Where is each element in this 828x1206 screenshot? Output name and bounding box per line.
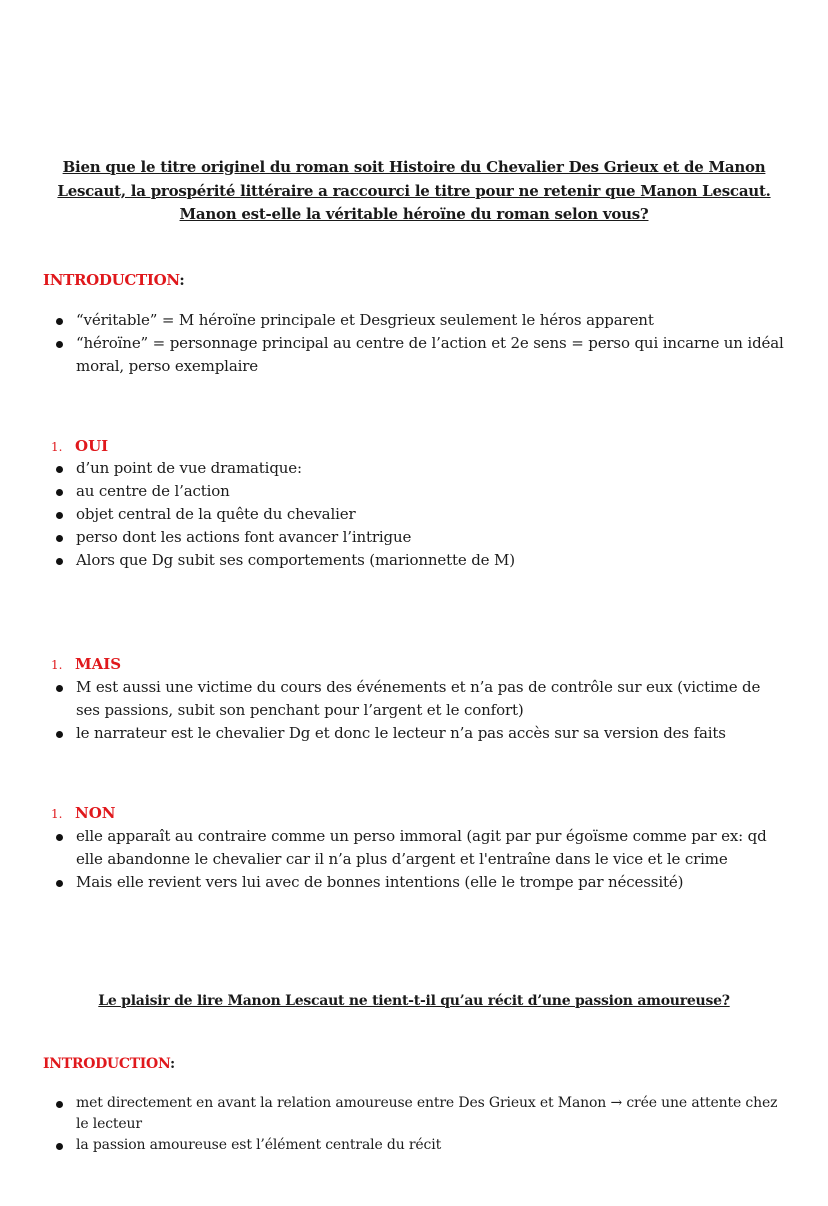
list-item <box>48 457 788 480</box>
list-item-text: elle apparaît au contraire comme un perso immoral (agit par pur égoïsme comme par ex: qd elle abandonne le chevalier car il n’a plus d’argent et l'entraîne dans le vice et le crime <box>76 827 767 868</box>
question-1-title: Bien que le titre originel du roman soit Histoire du Chevalier Des Grieux et de Manon Lescaut, la prospérité littéraire a raccourci le titre pour ne retenir que Manon Lescaut. Manon est-elle la véritable héroïne du roman selon vous? <box>57 158 771 223</box>
section-number: 1. <box>51 658 63 672</box>
section-number: 1. <box>51 440 63 454</box>
list-item <box>48 722 788 745</box>
list-item-text: au centre de l’action <box>76 482 230 500</box>
bullet-icon <box>56 880 63 887</box>
bullet-icon <box>56 535 63 542</box>
list-item <box>48 480 788 503</box>
question-2-title: Le plaisir de lire Manon Lescaut ne tient-t-il qu’au récit d’une passion amoureuse? <box>98 993 730 1009</box>
section-mais-heading <box>51 655 121 673</box>
bullet-icon <box>56 1101 63 1108</box>
introduction-1-list <box>48 309 788 378</box>
list-item <box>48 1093 788 1135</box>
list-item-text: met directement en avant la relation amoureuse entre Des Grieux et Manon → crée une attente chez le lecteur <box>76 1095 778 1132</box>
bullet-icon <box>56 466 63 473</box>
list-item <box>48 332 788 378</box>
list-item <box>48 676 788 722</box>
section-number: 1. <box>51 807 63 821</box>
section-mais-list <box>48 676 788 745</box>
introduction-2-list <box>48 1093 788 1156</box>
list-item-text: Mais elle revient vers lui avec de bonnes intentions (elle le trompe par nécessité) <box>76 873 684 891</box>
list-item-text: “héroïne” = personnage principal au centre de l’action et 2e sens = perso qui incarne un idéal moral, perso exemplaire <box>76 334 784 375</box>
list-item-text: M est aussi une victime du cours des événements et n’a pas de contrôle sur eux (victime de ses passions, subit son penchant pour l’argent et le confort) <box>76 678 761 719</box>
bullet-icon <box>56 489 63 496</box>
list-item <box>48 526 788 549</box>
bullet-icon <box>56 834 63 841</box>
bullet-icon <box>56 318 63 325</box>
list-item <box>48 549 788 572</box>
section-non-heading <box>51 804 116 822</box>
introduction-heading-1 <box>43 271 185 289</box>
section-label: NON <box>75 804 116 822</box>
introduction-label: INTRODUCTION <box>43 1056 170 1072</box>
introduction-label: INTRODUCTION <box>43 271 180 289</box>
list-item <box>48 309 788 332</box>
section-oui-list <box>48 457 788 572</box>
introduction-colon: : <box>169 1056 175 1072</box>
list-item <box>48 871 788 894</box>
bullet-icon <box>56 341 63 348</box>
bullet-icon <box>56 512 63 519</box>
list-item <box>48 503 788 526</box>
bullet-icon <box>56 731 63 738</box>
introduction-colon: : <box>179 271 185 289</box>
list-item-text: d’un point de vue dramatique: <box>76 459 302 477</box>
section-label: MAIS <box>75 655 122 673</box>
list-item <box>48 825 788 871</box>
list-item-text: perso dont les actions font avancer l’intrigue <box>76 528 412 546</box>
list-item-text: Alors que Dg subit ses comportements (marionnette de M) <box>76 551 515 569</box>
bullet-icon <box>56 685 63 692</box>
section-non-list <box>48 825 788 894</box>
bullet-icon <box>56 1143 63 1150</box>
section-label: OUI <box>75 437 109 455</box>
section-oui-heading <box>51 437 108 455</box>
list-item-text: le narrateur est le chevalier Dg et donc le lecteur n’a pas accès sur sa version des faits <box>76 724 726 742</box>
list-item <box>48 1135 788 1156</box>
introduction-heading-2 <box>43 1056 175 1072</box>
list-item-text: la passion amoureuse est l’élément centrale du récit <box>76 1137 442 1153</box>
bullet-icon <box>56 558 63 565</box>
list-item-text: objet central de la quête du chevalier <box>76 505 356 523</box>
list-item-text: “véritable” = M héroïne principale et Desgrieux seulement le héros apparent <box>76 311 654 329</box>
